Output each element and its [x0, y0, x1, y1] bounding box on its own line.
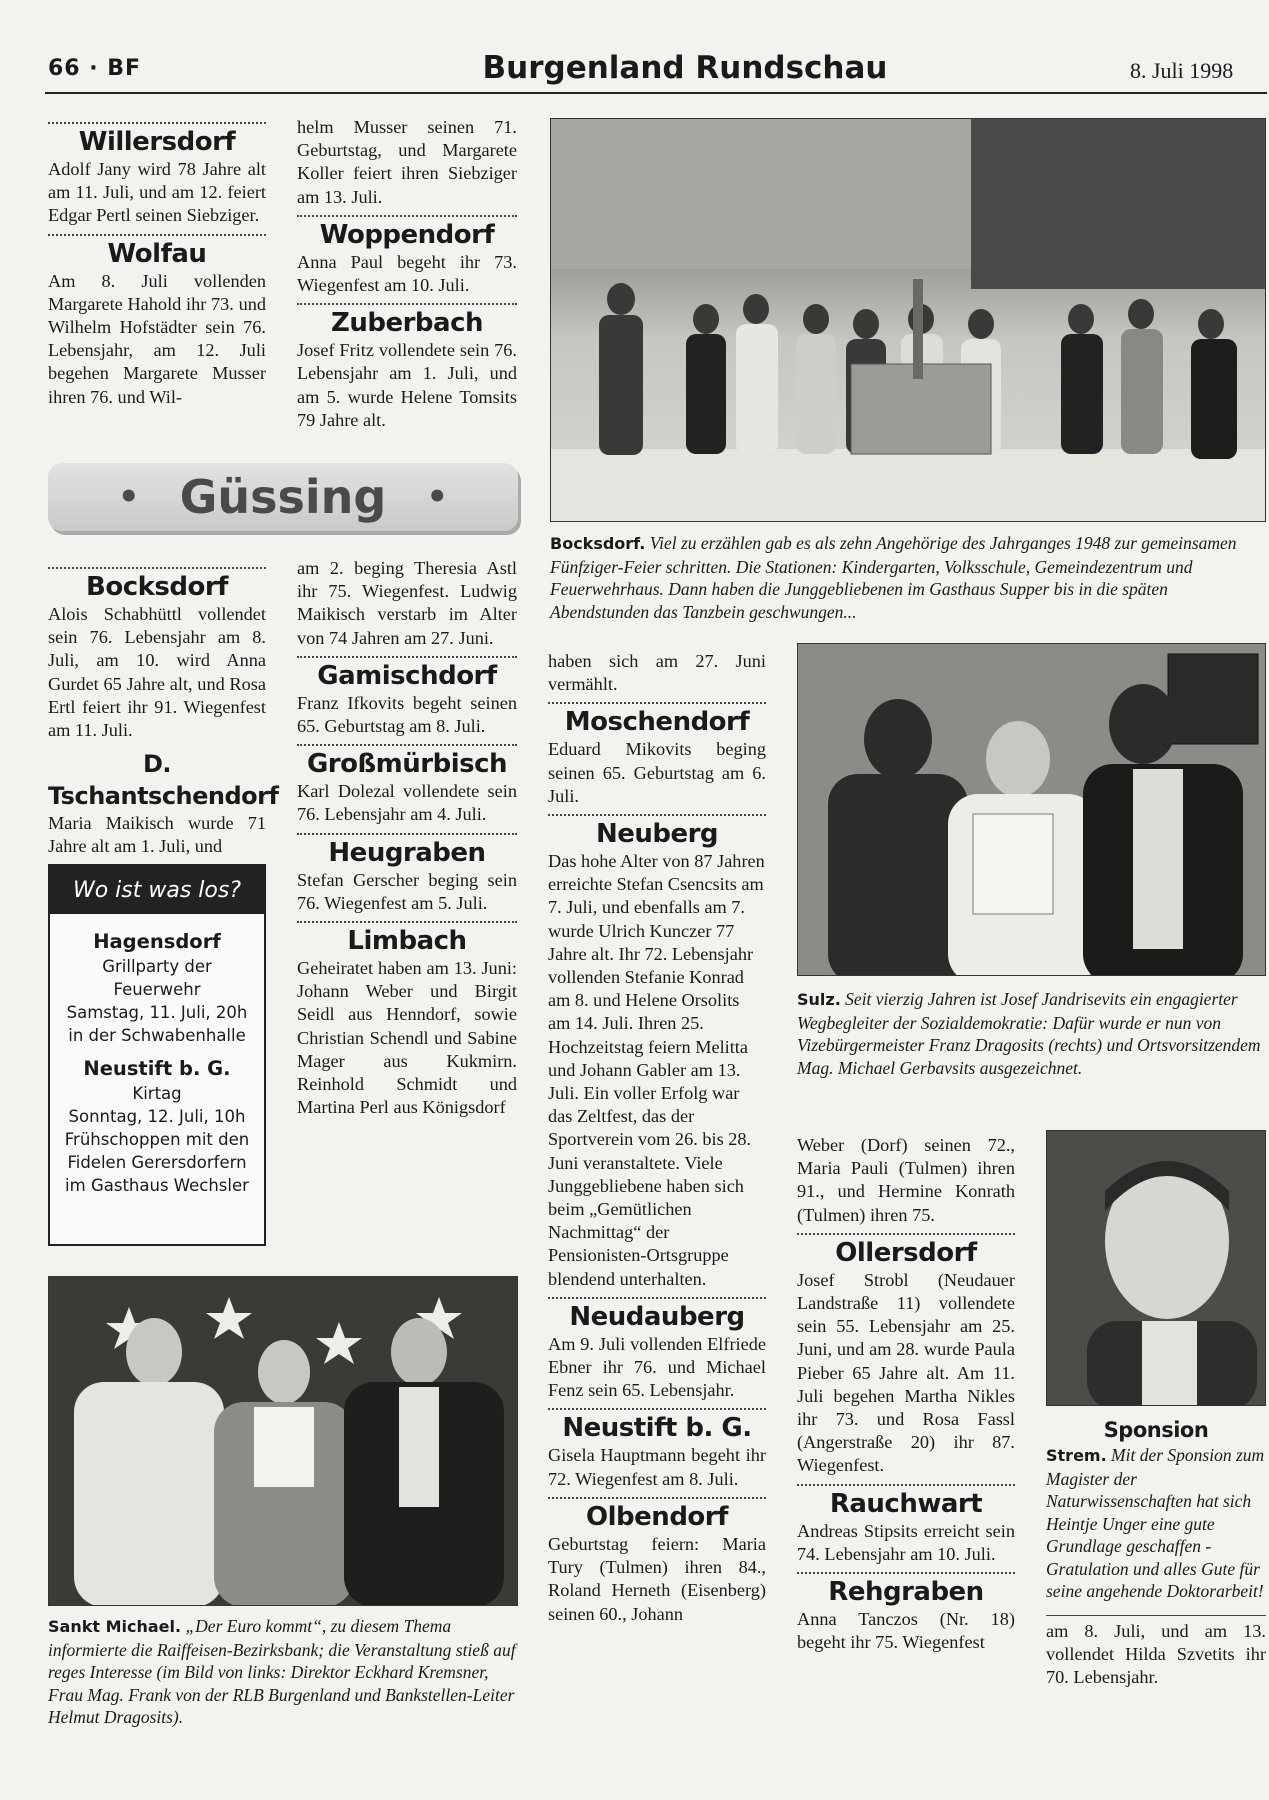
article-text: Alois Schabhüttl vollendet sein 76. Lebensjahr am 8. Juli, am 10. wird Anna Gurdet 65 Jahre alt, und Rosa Ertl feiert ihr 91. Wiegenfest am 11. Juli.: [48, 604, 266, 741]
caption-place: Sulz.: [797, 990, 841, 1009]
place-heading: Moschendorf: [564, 707, 750, 738]
sulz-caption: [797, 988, 1266, 1079]
event-line: Sonntag, 12. Juli, 10h: [68, 1107, 246, 1126]
place-heading: Heugraben: [328, 837, 486, 868]
article-text: am 2. beging Theresia Astl ihr 75. Wiegenfest. Ludwig Maikisch verstarb im Alter von 74 Jahren am 27. Juni.: [297, 558, 517, 648]
article-text: Geheiratet haben am 13. Juni: Johann Weber und Birgit Seidl aus Henndorf, sowie Christian Schendl und Sabine Mager aus Kukmirn. Reinhold Schmidt und Martina Perl aus Königsdorf: [297, 958, 517, 1118]
group-photo-illustration: [551, 119, 1266, 522]
divider: [48, 567, 266, 569]
infobox-title: Wo ist was los?: [50, 866, 264, 914]
place-heading: D. Tschantschendorf: [48, 750, 279, 811]
bocksdorf-group-photo: [550, 118, 1266, 522]
divider: [297, 921, 517, 923]
article-text: Gisela Hauptmann begeht ihr 72. Wiegenfest am 8. Juli.: [548, 1445, 766, 1489]
place-heading: Willersdorf: [78, 127, 236, 157]
event-line: Feuerwehr: [113, 980, 201, 999]
divider: [548, 1497, 766, 1499]
place-heading: Ollersdorf: [835, 1237, 977, 1268]
sponsion-caption: [1046, 1444, 1266, 1603]
caption-text: „Der Euro kommt“, zu diesem Thema informierte die Raiffeisen-Bezirksbank; die Veranstaltung stieß auf reges Interesse (im Bild von links: Direktor Eckhard Kremsner, Frau Mag. Frank von der RLB Burgenland und Bankstellen-Leiter Helmut Dragosits).: [48, 1616, 516, 1727]
divider: [48, 122, 266, 124]
article-text: Am 9. Juli vollenden Elfriede Ebner ihr 76. und Michael Fenz sein 65. Lebensjahr.: [548, 1333, 766, 1401]
divider: [548, 702, 766, 704]
caption-text: Seit vierzig Jahren ist Josef Jandrisevits ein engagierter Wegbegleiter der Sozialdemokratie: Dafür wurde er nun von Vizebürgermeister Franz Dragosits (rechts) und Ortsvorsitzendem Mag. Michael Gerbavsits ausgezeichnet.: [797, 989, 1261, 1078]
region-title: Güssing: [179, 470, 387, 524]
divider: [297, 215, 517, 217]
place-heading: Olbendorf: [586, 1501, 728, 1532]
article-text: Karl Dolezal vollendete sein 76. Lebensjahr am 4. Juli.: [297, 781, 517, 825]
article-text: Anna Tanczos (Nr. 18) begeht ihr 75. Wiegenfest: [797, 1609, 1015, 1653]
place-heading: Wolfau: [107, 238, 207, 269]
article-text: haben sich am 27. Juni vermählt.: [548, 651, 766, 695]
divider: [48, 234, 266, 236]
column-5: [1046, 1416, 1266, 1689]
event-place: Hagensdorf: [93, 930, 221, 953]
divider: [548, 1408, 766, 1410]
divider: [297, 303, 517, 305]
place-heading: Zuberbach: [330, 308, 483, 339]
event-line: im Gasthaus Wechsler: [65, 1176, 249, 1195]
article-text: Adolf Jany wird 78 Jahre alt am 11. Juli, und am 12. feiert Edgar Pertl seinen Siebziger.: [48, 159, 266, 226]
region-banner: [48, 463, 518, 531]
article-text: Anna Paul begeht ihr 73. Wiegenfest am 10. Juli.: [297, 251, 517, 296]
column-3: [548, 650, 766, 1626]
event-place: Neustift b. G.: [83, 1057, 231, 1080]
newspaper-title: Burgenland Rundschau: [482, 50, 888, 86]
article-text: Andreas Stipsits erreicht sein 74. Lebensjahr am 10. Juli.: [797, 1520, 1015, 1564]
event-line: Frühschoppen mit den: [64, 1130, 250, 1149]
bocksdorf-caption: [550, 532, 1266, 623]
sulz-photo: [797, 643, 1266, 976]
column-1-top: [48, 118, 266, 409]
column-2-top: [297, 116, 517, 432]
divider: [797, 1233, 1015, 1235]
sponsion-heading: Sponsion: [1103, 1418, 1209, 1442]
sankt-michael-photo: [48, 1276, 518, 1606]
divider: [548, 814, 766, 816]
article-text: Maria Maikisch wurde 71 Jahre alt am 1. Juli, und: [48, 813, 266, 857]
article-text: Weber (Dorf) seinen 72., Maria Pauli (Tulmen) ihren 91., und Hermine Konrath (Tulmen) ihren 75.: [797, 1135, 1015, 1225]
place-heading: Neustift b. G.: [562, 1413, 752, 1444]
place-heading: Limbach: [347, 926, 467, 957]
page-section-label: 66 · BF: [48, 56, 142, 81]
article-text: Josef Fritz vollendete sein 76. Lebensjahr am 1. Juli, und am 5. wurde Helene Tomsits 79 Jahre alt.: [297, 340, 517, 430]
column-2-mid: [297, 557, 517, 1119]
caption-place: Sankt Michael.: [48, 1617, 182, 1636]
article-text: Geburtstag feiern: Maria Tury (Tulmen) ihren 84., Roland Herneth (Eisenberg) seinen 60., Johann: [548, 1533, 766, 1624]
banner-bullet: •: [426, 477, 449, 517]
article-text: am 8. Juli, und am 13. vollendet Hilda Szvetits ihr 70. Lebensjahr.: [1046, 1620, 1266, 1687]
issue-date: 8. Juli 1998: [1130, 58, 1234, 83]
event-line: Kirtag: [132, 1084, 182, 1103]
event-line: in der Schwabenhalle: [68, 1026, 246, 1045]
portrait-illustration: [1047, 1131, 1266, 1406]
article-text: Eduard Mikovits beging seinen 65. Geburtstag am 6. Juli.: [548, 739, 766, 806]
caption-place: Bocksdorf.: [550, 534, 646, 553]
article-text: Franz Ifkovits begeht seinen 65. Geburtstag am 8. Juli.: [297, 692, 517, 737]
caption-text: Viel zu erzählen gab es als zehn Angehörige des Jahrganges 1948 zur gemeinsamen Fünfziger-Feier schritten. Die Stationen: Kindergarten, Volksschule, Gemeindezentrum und Feuerwehrhaus. Dann haben die Junggebliebenen im Gasthaus Supper bis in die späten Abendstunden das Tanzbein geschwungen...: [550, 533, 1237, 622]
sankt-michael-illustration: [49, 1277, 518, 1606]
event-line: Fidelen Gerersdorfern: [67, 1153, 247, 1172]
sponsion-portrait-photo: [1046, 1130, 1266, 1406]
article-text: Das hohe Alter von 87 Jahren erreichte Stefan Csencsits am 7. Juli, und ebenfalls am 7. wurde Ulrich Kunczer 77 Jahre alt. Ihr 72. Lebensjahr vollenden Stefanie Konrad am 8. und Helene Orsolits am 14. Juli. Ihren 25. Hochzeitstag feiern Melitta und Johann Gabler am 13. Juli. Ein voller Erfolg war das Zeltfest, das der Sportverein vom 26. bis 28. Juni veranstaltete. Viele Junggebliebene haben sich beim „Gemütlichen Nachmittag“ der Pensionisten-Ortsgruppe blendend unterhalten.: [548, 851, 765, 1289]
caption-place: Strem.: [1046, 1446, 1107, 1465]
article-text: Josef Strobl (Neudauer Landstraße 11) vollendete sein 55. Lebensjahr am 25. Juni, und am 28. wurde Paula Pieber 65 Jahre alt. Am 11. Juli begehen Martha Nikles ihr 73. und Rosa Fassl (Angerstraße 20) ihr 87. Wiegenfest.: [797, 1269, 1015, 1476]
place-heading: Woppendorf: [319, 219, 495, 250]
event-line: Grillparty der: [102, 957, 212, 976]
event-line: Samstag, 11. Juli, 20h: [66, 1003, 248, 1022]
article-text: Am 8. Juli vollenden Margarete Hahold ihr 73. und Wilhelm Hofstädter sein 76. Lebensjahr, am 12. Juli begehen Margarete Musser ihren 76. und Wil-: [48, 270, 266, 407]
place-heading: Neuberg: [595, 819, 719, 850]
sulz-photo-illustration: [798, 644, 1266, 976]
place-heading: Rauchwart: [829, 1488, 983, 1519]
column-4: [797, 1134, 1015, 1654]
place-heading: Großmürbisch: [306, 749, 508, 780]
divider: [297, 656, 517, 658]
divider: [297, 744, 517, 746]
divider: [797, 1572, 1015, 1574]
article-text: Stefan Gerscher beging sein 76. Wiegenfest am 5. Juli.: [297, 869, 517, 913]
divider: [797, 1484, 1015, 1486]
banner-bullet: •: [117, 477, 140, 517]
caption-text: Mit der Sponsion zum Magister der Naturwissenschaften hat sich Heintje Unger eine gute Grundlage geschaffen - Gratulation und alles Gute für seine angehende Doktorarbeit!: [1046, 1445, 1265, 1601]
place-heading: Gamischdorf: [317, 660, 497, 691]
header-rule: [45, 92, 1267, 94]
divider: [1046, 1615, 1266, 1616]
events-infobox: [48, 864, 266, 1246]
sankt-michael-caption: [48, 1615, 518, 1729]
place-heading: Neudauberg: [569, 1301, 745, 1332]
article-text: helm Musser seinen 71. Geburtstag, und Margarete Koller feiert ihren Siebziger am 13. Juli.: [297, 117, 517, 207]
place-heading: Rehgraben: [828, 1577, 984, 1608]
divider: [297, 833, 517, 835]
column-1-mid: [48, 563, 279, 859]
divider: [548, 1297, 766, 1299]
place-heading: Bocksdorf: [86, 572, 228, 602]
